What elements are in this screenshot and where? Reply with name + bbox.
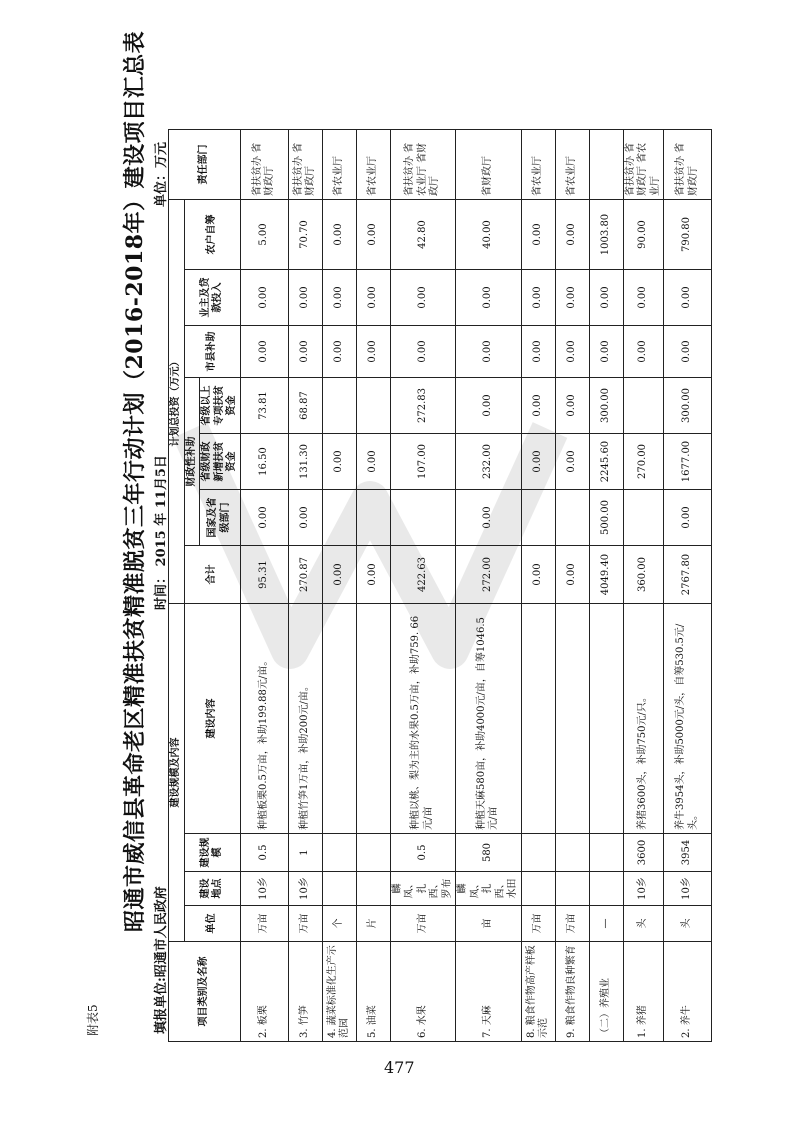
cell-loc: 麟凤、扎西、罗布 (390, 872, 456, 906)
header-prov-new: 省级财政新增扶贫资金 (200, 434, 241, 490)
cell-farmer: 42.80 (390, 200, 456, 270)
cell-total: 0.00 (555, 546, 589, 604)
cell-city: 0.00 (390, 326, 456, 378)
cell-name: 4. 蔬菜标准化生产示范园 (322, 942, 356, 1042)
header-scale: 建设规模及内容 (169, 604, 185, 942)
cell-unit: 万亩 (390, 906, 456, 942)
table-row (589, 130, 623, 1042)
cell-unit: 万亩 (555, 906, 589, 942)
header-location: 建设地点 (184, 872, 240, 906)
cell-unit: 万亩 (521, 906, 555, 942)
cell-prov-new: 0.00 (356, 434, 390, 490)
cell-national (521, 490, 555, 546)
header-investment: 计划总投资（万元） (169, 200, 185, 604)
cell-owner: 0.00 (240, 270, 288, 326)
cell-national: 0.00 (288, 490, 322, 546)
cell-size: 0.5 (390, 834, 456, 872)
cell-total: 360.00 (623, 546, 664, 604)
cell-size (555, 834, 589, 872)
cell-prov-special: 68.87 (288, 378, 322, 434)
cell-city: 0.00 (240, 326, 288, 378)
cell-unit: — (589, 906, 623, 942)
cell-prov-new: 0.00 (521, 434, 555, 490)
cell-owner: 0.00 (356, 270, 390, 326)
cell-city: 0.00 (664, 326, 712, 378)
appendix-label: 附表5 (86, 1004, 100, 1036)
cell-prov-new: 232.00 (456, 434, 522, 490)
header-project: 项目类别及名称 (169, 942, 241, 1042)
cell-loc (356, 872, 390, 906)
cell-farmer: 0.00 (555, 200, 589, 270)
cell-loc: 10乡 (288, 872, 322, 906)
cell-content (356, 604, 390, 834)
cell-content (589, 604, 623, 834)
cell-size: 580 (456, 834, 522, 872)
header-size: 建设规模 (184, 834, 240, 872)
header-prov-special: 省级以上专项扶贫资金 (200, 378, 241, 434)
cell-prov-new: 2245.60 (589, 434, 623, 490)
cell-dept: 省农业厅 (356, 130, 390, 200)
cell-total: 95.31 (240, 546, 288, 604)
cell-total: 422.63 (390, 546, 456, 604)
cell-loc: 10乡 (240, 872, 288, 906)
cell-prov-new: 16.50 (240, 434, 288, 490)
cell-dept: 省农业厅 (521, 130, 555, 200)
cell-content (521, 604, 555, 834)
cell-national: 0.00 (456, 490, 522, 546)
cell-owner: 0.00 (390, 270, 456, 326)
cell-total: 0.00 (356, 546, 390, 604)
table-row (390, 130, 456, 1042)
cell-prov-special: 0.00 (456, 378, 522, 434)
cell-size: 3954 (664, 834, 712, 872)
cell-owner: 0.00 (589, 270, 623, 326)
cell-size: 0.5 (240, 834, 288, 872)
cell-prov-special: 300.00 (589, 378, 623, 434)
cell-national (356, 490, 390, 546)
cell-owner: 0.00 (322, 270, 356, 326)
cell-dept: 省扶贫办 省农业厅 省财政厅 (390, 130, 456, 200)
header-content: 建设内容 (184, 604, 240, 834)
cell-size (589, 834, 623, 872)
cell-prov-new: 270.00 (623, 434, 664, 490)
cell-city: 0.00 (288, 326, 322, 378)
cell-city: 0.00 (456, 326, 522, 378)
table-row (240, 130, 288, 1042)
cell-national: 0.00 (240, 490, 288, 546)
table-row (288, 130, 322, 1042)
cell-prov-new: 1677.00 (664, 434, 712, 490)
cell-name: 2. 板栗 (240, 942, 288, 1042)
cell-name: 8. 粮食作物高产样板示范 (521, 942, 555, 1042)
cell-owner: 0.00 (555, 270, 589, 326)
cell-city: 0.00 (356, 326, 390, 378)
cell-owner: 0.00 (288, 270, 322, 326)
cell-national (390, 490, 456, 546)
cell-loc (589, 872, 623, 906)
cell-size (521, 834, 555, 872)
cell-dept: 省扶贫办 省财政厅 (288, 130, 322, 200)
cell-size (322, 834, 356, 872)
cell-city: 0.00 (521, 326, 555, 378)
cell-name: 7. 天麻 (456, 942, 522, 1042)
page-title: 昭通市威信县革命老区精准扶贫精准脱贫三年行动计划（2016-2018年）建设项目汇总表 (122, 30, 148, 932)
cell-loc (521, 872, 555, 906)
header-dept: 责任部门 (169, 130, 241, 200)
cell-dept: 省农业厅 (555, 130, 589, 200)
cell-content: 养牛3954头，补助5000元/头，自筹530.5元/头。 (664, 604, 712, 834)
cell-national (322, 490, 356, 546)
cell-city: 0.00 (555, 326, 589, 378)
cell-city: 0.00 (623, 326, 664, 378)
cell-dept: 省扶贫办 省财政厅 (240, 130, 288, 200)
cell-prov-special: 300.00 (664, 378, 712, 434)
header-fiscal: 财政性补助 (184, 378, 200, 546)
cell-farmer: 0.00 (356, 200, 390, 270)
header-total: 合计 (184, 546, 240, 604)
cell-prov-special: 272.83 (390, 378, 456, 434)
table-body (240, 130, 712, 1042)
project-table (168, 129, 712, 1042)
cell-farmer: 5.00 (240, 200, 288, 270)
cell-dept: 省财政厅 (456, 130, 522, 200)
header-city: 市县补助 (184, 326, 240, 378)
cell-unit: 万亩 (240, 906, 288, 942)
cell-national (555, 490, 589, 546)
cell-content (322, 604, 356, 834)
cell-loc (555, 872, 589, 906)
cell-owner: 0.00 (521, 270, 555, 326)
cell-name: 3. 竹笋 (288, 942, 322, 1042)
cell-unit: 个 (322, 906, 356, 942)
cell-farmer: 40.00 (456, 200, 522, 270)
cell-farmer: 90.00 (623, 200, 664, 270)
cell-prov-special: 73.81 (240, 378, 288, 434)
cell-farmer: 1003.80 (589, 200, 623, 270)
cell-content: 养猪3600头，补助750元/只。 (623, 604, 664, 834)
cell-size: 1 (288, 834, 322, 872)
cell-total: 2767.80 (664, 546, 712, 604)
table-row (555, 130, 589, 1042)
cell-content: 种植竹笋1万亩，补助200元/亩。 (288, 604, 322, 834)
cell-name: 2. 养牛 (664, 942, 712, 1042)
cell-farmer: 0.00 (521, 200, 555, 270)
cell-size (356, 834, 390, 872)
cell-prov-new: 0.00 (555, 434, 589, 490)
table-row (322, 130, 356, 1042)
cell-prov-special (322, 378, 356, 434)
cell-farmer: 790.80 (664, 200, 712, 270)
cell-total: 4049.40 (589, 546, 623, 604)
cell-content: 种植天麻580亩，补助4000元/亩，自筹1046.5元/亩 (456, 604, 522, 834)
cell-total: 0.00 (322, 546, 356, 604)
cell-prov-special (356, 378, 390, 434)
table-row (521, 130, 555, 1042)
cell-prov-new: 131.30 (288, 434, 322, 490)
cell-content: 种植板栗0.5万亩，补助199.88元/亩。 (240, 604, 288, 834)
cell-farmer: 0.00 (322, 200, 356, 270)
cell-total: 0.00 (521, 546, 555, 604)
cell-owner: 0.00 (456, 270, 522, 326)
money-unit: 单位：万元 (154, 141, 169, 207)
cell-prov-special (623, 378, 664, 434)
header-owner: 业主及贷款投入 (184, 270, 240, 326)
table-row (623, 130, 664, 1042)
cell-dept: 省扶贫办 省财政厅 (664, 130, 712, 200)
table-row (456, 130, 522, 1042)
cell-content: 种植以桃、梨为主的水果0.5万亩，补助759. 66元/亩 (390, 604, 456, 834)
cell-dept: 省扶贫办 省财政厅 省农业厅 (623, 130, 664, 200)
cell-name: 9. 粮食作物良种繁育 (555, 942, 589, 1042)
cell-total: 270.87 (288, 546, 322, 604)
cell-loc: 10乡 (664, 872, 712, 906)
cell-owner: 0.00 (623, 270, 664, 326)
cell-national: 500.00 (589, 490, 623, 546)
cell-prov-special: 0.00 (555, 378, 589, 434)
cell-dept (589, 130, 623, 200)
cell-size: 3600 (623, 834, 664, 872)
header-farmer: 农户自筹 (184, 200, 240, 270)
cell-unit: 片 (356, 906, 390, 942)
cell-farmer: 70.70 (288, 200, 322, 270)
cell-unit: 万亩 (288, 906, 322, 942)
cell-national (623, 490, 664, 546)
table-row (664, 130, 712, 1042)
cell-prov-special: 0.00 (521, 378, 555, 434)
fill-unit: 填报单位:昭通市人民政府 (154, 886, 169, 1034)
header-national: 国家及省级部门 (200, 490, 241, 546)
cell-city: 0.00 (589, 326, 623, 378)
cell-total: 272.00 (456, 546, 522, 604)
cell-name: 1. 养猪 (623, 942, 664, 1042)
cell-unit: 亩 (456, 906, 522, 942)
cell-unit: 头 (623, 906, 664, 942)
cell-prov-new: 0.00 (322, 434, 356, 490)
page-number: 477 (384, 1058, 415, 1077)
cell-unit: 头 (664, 906, 712, 942)
cell-name: （二）养殖业 (589, 942, 623, 1042)
cell-name: 6. 水果 (390, 942, 456, 1042)
table-row (356, 130, 390, 1042)
report-time: 时间： 2015 年 11月5日 (154, 455, 169, 610)
cell-prov-new: 107.00 (390, 434, 456, 490)
cell-loc (322, 872, 356, 906)
cell-dept: 省农业厅 (322, 130, 356, 200)
cell-city: 0.00 (322, 326, 356, 378)
cell-content (555, 604, 589, 834)
cell-name: 5. 油菜 (356, 942, 390, 1042)
header-unit: 单位 (184, 906, 240, 942)
cell-loc: 麟凤、扎西、水田 (456, 872, 522, 906)
cell-owner: 0.00 (664, 270, 712, 326)
cell-national: 0.00 (664, 490, 712, 546)
cell-loc: 10乡 (623, 872, 664, 906)
